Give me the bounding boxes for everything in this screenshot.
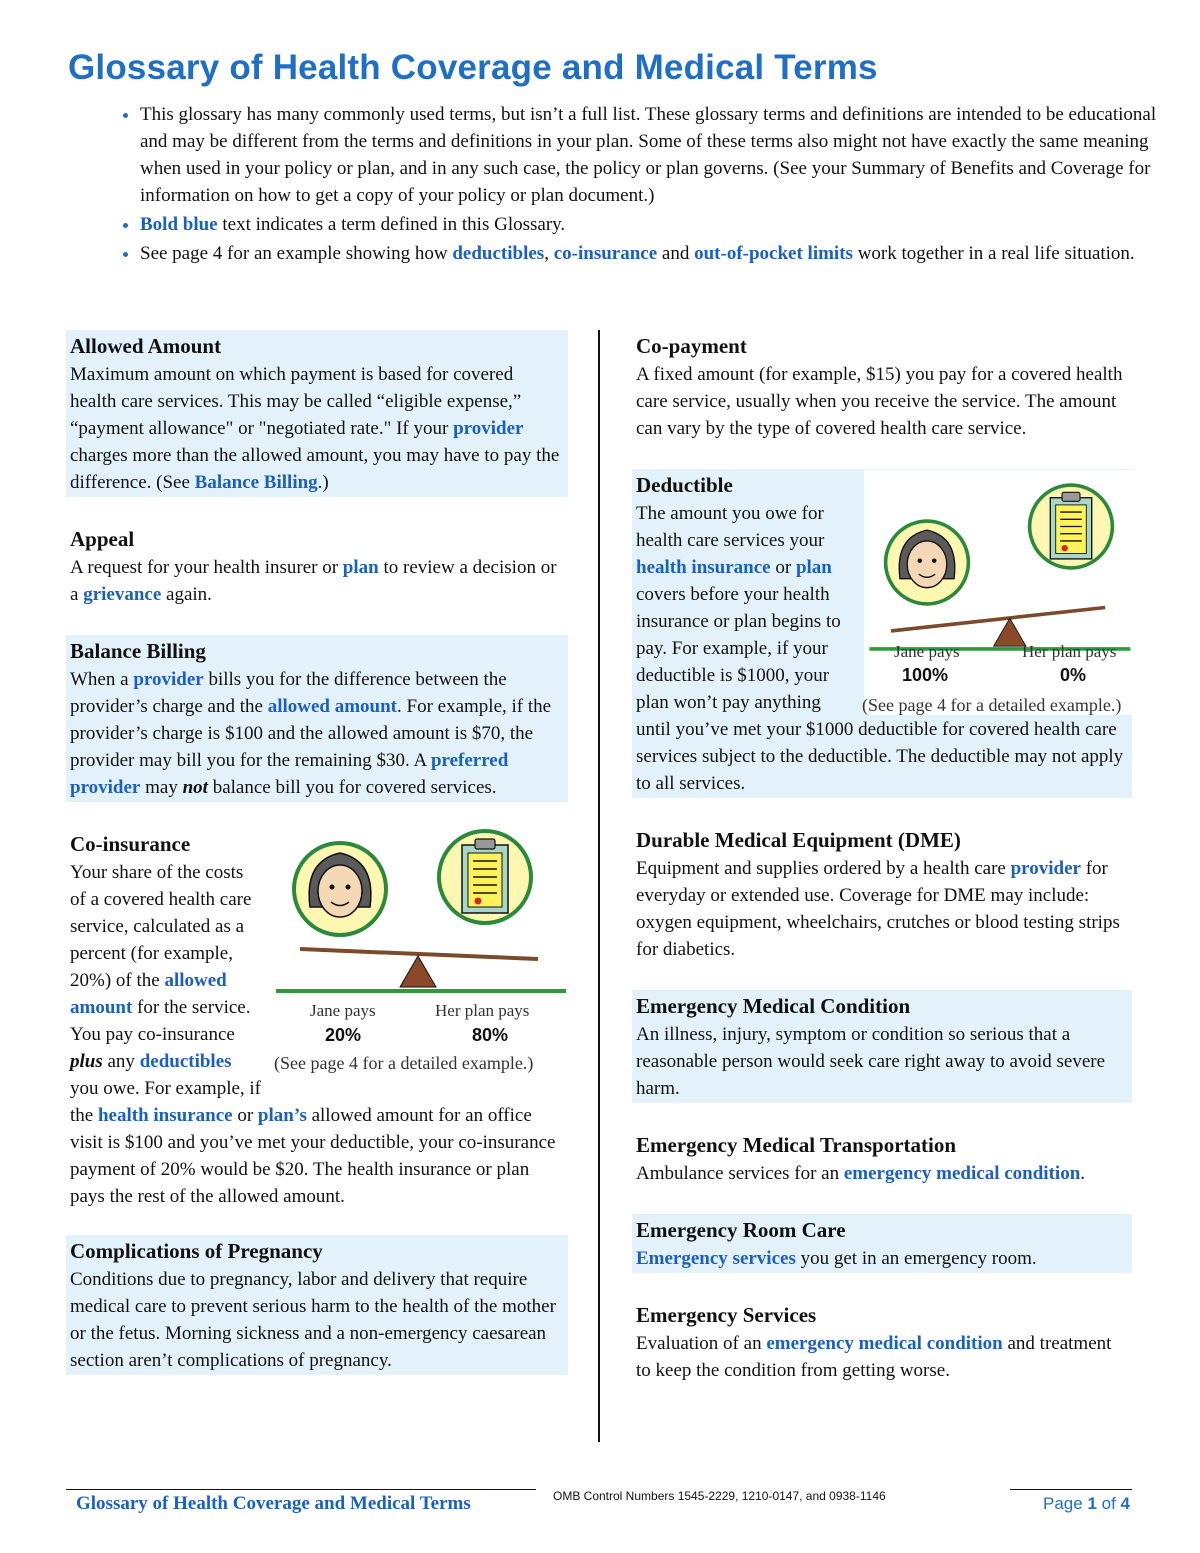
term-definition: Equipment and supplies ordered by a health care provider for everyday or extended use. Coverage for DME may include: oxygen equipment, wheelchairs, crutches or blood testing strips for diabetics. bbox=[636, 858, 1120, 960]
glossary-term-link[interactable]: allowed amount bbox=[267, 696, 398, 717]
entry-co-insurance bbox=[66, 828, 568, 1211]
glossary-term-link[interactable]: emergency medical condition bbox=[766, 1333, 1003, 1354]
intro-list bbox=[100, 101, 1180, 269]
jane-pays-percent: 20% bbox=[325, 1025, 362, 1045]
glossary-term-link[interactable]: co-insurance bbox=[553, 243, 658, 264]
intro-text: , bbox=[544, 243, 554, 264]
term-definition: An illness, injury, symptom or condition so serious that a reasonable person would seek care right away to avoid severe harm. bbox=[636, 1024, 1106, 1099]
intro-text: text indicates a term defined in this Glossary. bbox=[217, 214, 566, 235]
glossary-term-link[interactable]: health insurance bbox=[97, 1105, 233, 1126]
column-divider bbox=[598, 330, 600, 1442]
deductible-illustration bbox=[864, 470, 1134, 715]
intro-text: See page 4 for an example showing how bbox=[140, 243, 453, 264]
footer-rule bbox=[66, 1489, 536, 1490]
emphasis-text: not bbox=[182, 777, 208, 798]
term-heading: Emergency Services bbox=[636, 1303, 817, 1327]
intro-bullet bbox=[140, 101, 1180, 209]
glossary-term-link[interactable]: provider bbox=[133, 669, 204, 690]
intro-text: work together in a real life situation. bbox=[852, 243, 1135, 264]
entry-durable-medical-equipment bbox=[632, 824, 1132, 964]
page-number: Page 1 of 4 bbox=[1043, 1494, 1130, 1513]
jane-pays-percent: 100% bbox=[902, 665, 949, 685]
seesaw-illustration bbox=[270, 829, 570, 1059]
omb-control-numbers: OMB Control Numbers 1545-2229, 1210-0147, and 0938-1146 bbox=[553, 1489, 886, 1503]
person-icon bbox=[884, 519, 970, 605]
person-icon bbox=[292, 841, 388, 937]
glossary-term-link[interactable]: out-of-pocket limits bbox=[694, 243, 853, 264]
entry-allowed-amount bbox=[66, 330, 568, 497]
term-definition: Emergency services you get in an emergency room. bbox=[636, 1248, 1037, 1269]
term-heading: Complications of Pregnancy bbox=[70, 1239, 323, 1263]
entry-co-payment bbox=[632, 330, 1132, 443]
term-definition: Ambulance services for an emergency medical condition. bbox=[636, 1163, 1086, 1184]
glossary-term-link[interactable]: Emergency services bbox=[636, 1248, 796, 1269]
coinsurance-illustration bbox=[270, 829, 570, 1087]
glossary-term-link[interactable]: provider bbox=[453, 418, 524, 439]
footer-rule bbox=[1010, 1489, 1132, 1490]
intro-bullet bbox=[140, 240, 1180, 267]
term-definition: A fixed amount (for example, $15) you pay for a covered health care service, usually when you receive the service. The amount can vary by the type of covered health care service. bbox=[636, 364, 1123, 439]
term-definition: Evaluation of an emergency medical condition and treatment to keep the condition from getting worse. bbox=[636, 1333, 1112, 1381]
intro-bullet bbox=[140, 211, 1180, 238]
example-note: (See page 4 for a detailed example.) bbox=[862, 695, 1122, 715]
term-definition: When a provider bills you for the difference between the provider’s charge and the allowed amount. For example, if the provider’s charge is $100 and the allowed amount is $70, the provider may bill you for the remaining $30. A preferred provider may not balance bill you for covered services. bbox=[70, 669, 552, 798]
glossary-term-link[interactable]: deductibles bbox=[139, 1051, 232, 1072]
glossary-term-link[interactable]: deductibles bbox=[452, 243, 545, 264]
term-heading: Appeal bbox=[70, 527, 135, 551]
left-column bbox=[66, 330, 568, 1401]
glossary-term-link[interactable]: preferred provider bbox=[70, 750, 509, 798]
glossary-term-link[interactable]: plan’s bbox=[257, 1105, 307, 1126]
term-heading: Balance Billing bbox=[70, 639, 206, 663]
right-column bbox=[632, 330, 1132, 1411]
glossary-term-link[interactable]: provider bbox=[1010, 858, 1081, 879]
emphasis-text: plus bbox=[70, 1051, 103, 1072]
glossary-term-link[interactable]: plan bbox=[795, 557, 832, 578]
glossary-term-link[interactable]: plan bbox=[342, 557, 379, 578]
term-definition: A request for your health insurer or plan to review a decision or a grievance again. bbox=[70, 557, 557, 605]
entry-emergency-medical-condition bbox=[632, 990, 1132, 1103]
glossary-term-link[interactable]: allowed amount bbox=[70, 970, 227, 1018]
entry-appeal bbox=[66, 523, 568, 609]
term-heading: Emergency Medical Condition bbox=[636, 994, 911, 1018]
glossary-term: Bold blue bbox=[140, 214, 218, 235]
term-definition: Maximum amount on which payment is based for covered health care services. This may be called “eligible expense,” “payment allowance" or "negotiated rate." If your provider charges more than the allowed amount, you may have to pay the difference. (See Balance Billing.) bbox=[70, 364, 560, 493]
term-definition: Your share of the costs of a covered health care service, calculated as a percent (for example, 20%) of the allowed amount for the service. You pay co-insurance plus any deductibles you owe. For example, if the health insurance or plan’s allowed amount for an office visit is $100 and you’ve met your deductible, your co-insurance payment of 20% would be $20. The health insurance or plan pays the rest of the allowed amount. bbox=[70, 862, 556, 1207]
entry-complications-of-pregnancy bbox=[66, 1235, 568, 1375]
plan-pays-label: Her plan pays bbox=[435, 1001, 530, 1020]
glossary-term-link[interactable]: grievance bbox=[83, 584, 162, 605]
clipboard-icon bbox=[1028, 483, 1114, 569]
footer-title: Glossary of Health Coverage and Medical Terms bbox=[76, 1493, 471, 1514]
page-title: Glossary of Health Coverage and Medical Terms bbox=[68, 48, 878, 87]
term-heading: Emergency Room Care bbox=[636, 1218, 846, 1242]
plan-pays-label: Her plan pays bbox=[1022, 642, 1117, 661]
intro-text: This glossary has many commonly used terms, but isn’t a full list. These glossary terms and definitions are intended to be educational and may be different from the terms and definitions in your plan. Some of these terms also might not have exactly the same meaning when used in your policy or plan, and in any such case, the policy or plan governs. (See your Summary of Benefits and Coverage for information on how to get a copy of your policy or plan document.) bbox=[140, 104, 1157, 206]
jane-pays-label: Jane pays bbox=[894, 642, 960, 661]
term-heading: Co-payment bbox=[636, 334, 747, 358]
entry-emergency-services bbox=[632, 1299, 1132, 1385]
term-heading: Co-insurance bbox=[70, 832, 191, 856]
entry-balance-billing bbox=[66, 635, 568, 802]
jane-pays-label: Jane pays bbox=[310, 1001, 376, 1020]
example-note: (See page 4 for a detailed example.) bbox=[274, 1053, 534, 1073]
intro-text: and bbox=[657, 243, 695, 264]
entry-emergency-room-care bbox=[632, 1214, 1132, 1273]
plan-pays-percent: 0% bbox=[1060, 665, 1087, 685]
entry-deductible bbox=[632, 469, 1132, 798]
clipboard-icon bbox=[437, 829, 533, 925]
entry-emergency-medical-transportation bbox=[632, 1129, 1132, 1188]
glossary-term-link[interactable]: emergency medical condition bbox=[843, 1163, 1081, 1184]
term-heading: Durable Medical Equipment (DME) bbox=[636, 828, 961, 852]
term-definition: The amount you owe for health care services your health insurance or plan covers before your health insurance or plan begins to pay. For example, if your deductible is $1000, your plan won’t pay anything until you’ve met your $1000 deductible for covered health care services subject to the deductible. The deductible may not apply to all services. bbox=[636, 503, 1124, 794]
glossary-term-link[interactable]: Balance Billing bbox=[194, 472, 318, 493]
term-heading: Emergency Medical Transportation bbox=[636, 1133, 957, 1157]
term-definition: Conditions due to pregnancy, labor and delivery that require medical care to prevent serious harm to the health of the mother or the fetus. Morning sickness and a non-emergency caesarean section aren’t complications of pregnancy. bbox=[70, 1269, 556, 1371]
glossary-term-link[interactable]: health insurance bbox=[636, 557, 771, 578]
plan-pays-percent: 80% bbox=[472, 1025, 509, 1045]
term-heading: Allowed Amount bbox=[70, 334, 222, 358]
term-heading: Deductible bbox=[636, 473, 733, 497]
